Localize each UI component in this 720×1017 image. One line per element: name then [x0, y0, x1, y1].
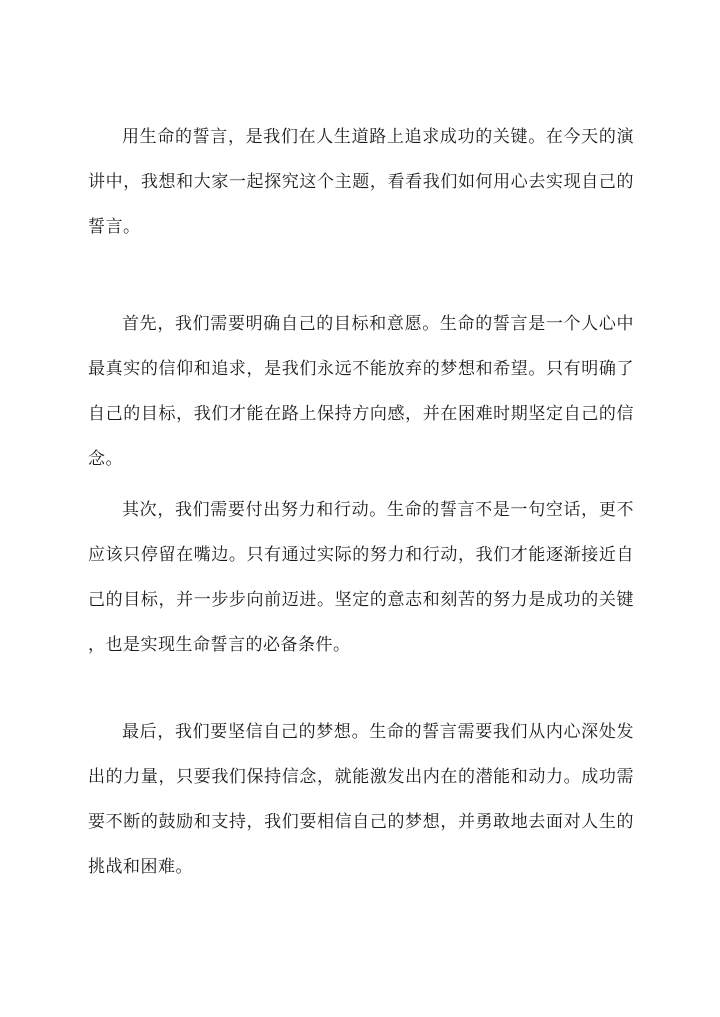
paragraph-intro: 用生命的誓言，是我们在人生道路上追求成功的关键。在今天的演讲中，我想和大家一起探究这个主题，看看我们如何用心去实现自己的誓言。 [88, 127, 634, 237]
paragraph-last: 最后，我们要坚信自己的梦想。生命的誓言需要我们从内心深处发出的力量，只要我们保持信念，就能激发出内在的潜能和动力。成功需要不断的鼓励和支持，我们要相信自己的梦想，并勇敢地去面对人生的挑战和困难。 [88, 722, 634, 877]
paragraph-second: 其次，我们需要付出努力和行动。生命的誓言不是一句空话，更不应该只停留在嘴边。只有通过实际的努力和行动，我们才能逐渐接近自己的目标，并一步步向前迈进。坚定的意志和刻苦的努力是成功的关键，也是实现生命誓言的必备条件。 [88, 500, 634, 655]
paragraph-first: 首先，我们需要明确自己的目标和意愿。生命的誓言是一个人心中最真实的信仰和追求，是我们永远不能放弃的梦想和希望。只有明确了自己的目标，我们才能在路上保持方向感，并在困难时期坚定自己的信念。 [88, 314, 634, 469]
